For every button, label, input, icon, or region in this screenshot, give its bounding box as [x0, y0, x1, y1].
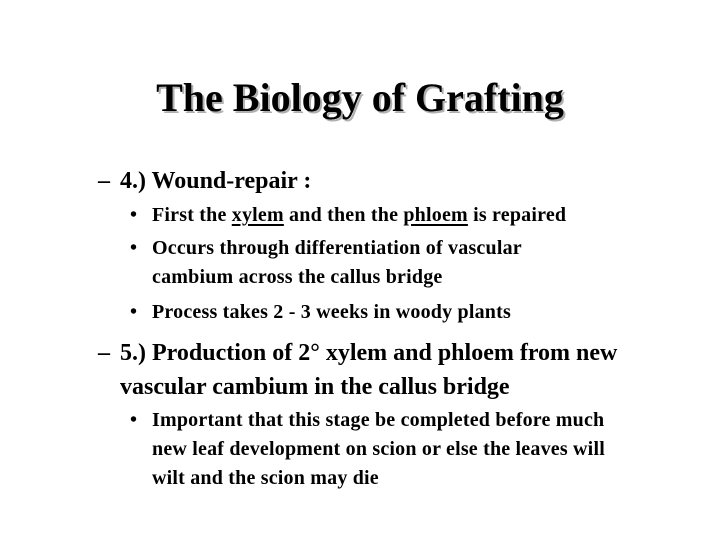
bullet-marker: •	[130, 301, 138, 323]
term-xylem: xylem	[231, 204, 284, 226]
bullet-text: Important that this stage be completed before much new leaf development on scion or else the leaves will wilt and the scion may die	[152, 409, 605, 489]
term-phloem: phloem	[403, 204, 468, 226]
bullet-timing-warning	[130, 406, 642, 493]
slide-title: The Biology of Grafting	[156, 75, 564, 120]
dash-marker: –	[98, 340, 110, 366]
bullet-text-part: and then the	[283, 204, 404, 226]
bullet-text-part: First the	[152, 204, 232, 226]
dash-marker: –	[98, 168, 110, 194]
bullet-text: Occurs through differentiation of vascular cambium across the callus bridge	[152, 237, 522, 288]
bullet-text-part: is repaired	[467, 204, 567, 226]
bullet-text	[152, 201, 652, 230]
bullet-duration	[130, 298, 652, 327]
step-5-text: 5.) Production of 2° xylem and phloem from new vascular cambium in the callus bridge	[120, 340, 618, 400]
bullet-differentiation	[130, 234, 602, 292]
step-5-item	[98, 336, 665, 404]
bullet-marker: •	[130, 237, 138, 259]
bullet-marker: •	[130, 409, 138, 431]
step-4-text: 4.) Wound-repair :	[120, 168, 312, 194]
bullet-xylem-phloem	[130, 201, 652, 230]
bullet-text: Process takes 2 - 3 weeks in woody plants	[152, 301, 511, 323]
step-4-item	[98, 164, 660, 198]
bullet-marker: •	[130, 204, 138, 226]
